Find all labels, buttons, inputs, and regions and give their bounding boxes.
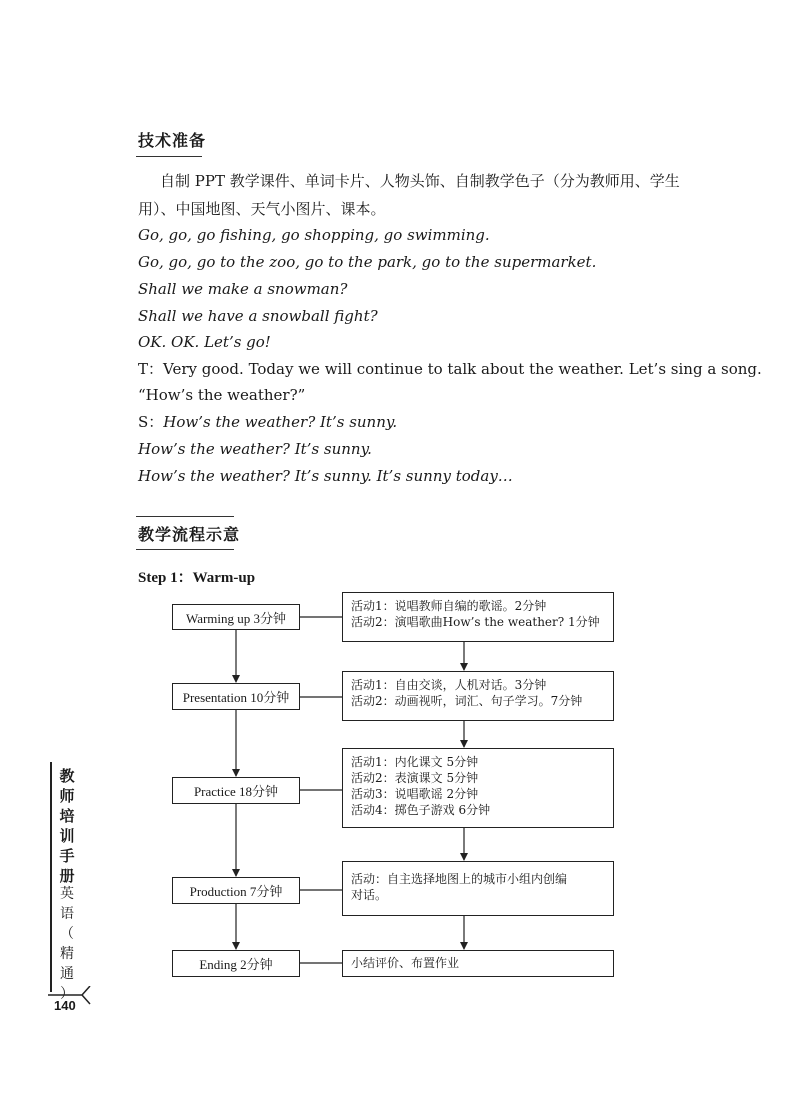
activity-item: 活动2：演唱歌曲How’s the weather? 1分钟 (351, 615, 600, 629)
activity-box-ending (342, 950, 614, 977)
student-prefix: S： (138, 413, 164, 431)
chant-line: Go, go, go fishing, go shopping, go swimming. (138, 226, 490, 244)
chant-line: Shall we make a snowman? (138, 280, 348, 298)
sidebar-char: 册 (59, 867, 75, 885)
chant-line: Go, go, go to the zoo, go to the park, go to the supermarket. (138, 253, 597, 271)
section-title-tech-prep: 技术准备 (138, 131, 207, 150)
activity-item: 活动4：掷色子游戏 6分钟 (351, 803, 491, 817)
step-label: Step 1：Warm-up (138, 570, 256, 586)
page-number: 140 (54, 998, 76, 1013)
stage-practice: Practice 18分钟 (172, 777, 300, 804)
activity-item: 活动1：内化课文 5分钟 (351, 755, 479, 769)
student-text: How’s the weather? It’s sunny. (163, 413, 398, 431)
stage-production: Production 7分钟 (172, 877, 300, 904)
stage-warming-up: Warming up 3分钟 (172, 604, 300, 630)
section-title-flow: 教学流程示意 (138, 525, 241, 544)
sidebar-char: 师 (59, 787, 75, 805)
sidebar-char: 语 (60, 906, 74, 922)
activity-item: 活动：自主选择地图上的城市小组内创编 (351, 872, 568, 886)
sidebar-char: 通 (60, 966, 74, 982)
activity-item: 活动2：表演课文 5分钟 (351, 771, 479, 785)
sidebar-char: （ (60, 926, 74, 942)
sidebar-rule (50, 762, 52, 992)
stage-ending: Ending 2分钟 (172, 950, 300, 977)
activity-item: 活动1：说唱教师自编的歌谣。2分钟 (351, 599, 547, 613)
chant-line: Shall we have a snowball fight? (138, 307, 378, 325)
activity-item: 活动1：自由交谈，人机对话。3分钟 (351, 678, 547, 692)
sidebar-book-title (54, 766, 80, 886)
teacher-prefix: T： (138, 360, 164, 378)
teacher-line-2: “How’s the weather?” (138, 386, 306, 404)
intro-line-1: 自制 PPT 教学课件、单词卡片、人物头饰、自制教学色子（分为教师用、学生 (160, 172, 680, 190)
sidebar-char: ） (60, 986, 74, 1002)
activity-item: 活动3：说唱歌谣 2分钟 (351, 787, 479, 801)
activity-item: 对话。 (351, 888, 388, 902)
sidebar-char: 教 (59, 767, 75, 785)
student-line: How’s the weather? It’s sunny. It’s sunny today… (138, 467, 513, 485)
stage-presentation: Presentation 10分钟 (172, 683, 300, 710)
intro-line-2: 用）、中国地图、天气小图片、课本。 (138, 200, 386, 218)
activity-item: 活动2：动画视听，词汇、句子学习。7分钟 (351, 694, 583, 708)
teacher-text: Very good. Today we will continue to talk about the weather. Let’s sing a song. (163, 360, 762, 378)
sidebar-char: 培 (59, 807, 75, 825)
sidebar-char: 训 (59, 827, 75, 845)
activity-box-warming-up (342, 592, 614, 642)
activity-box-practice (342, 748, 614, 828)
chant-line: OK. OK. Let’s go! (138, 333, 271, 351)
sidebar-char: 手 (59, 847, 75, 865)
sidebar-char: 英 (60, 886, 74, 902)
activity-item: 小结评价、布置作业 (351, 956, 460, 970)
activity-box-production (342, 861, 614, 916)
activity-box-presentation (342, 671, 614, 721)
sidebar-char: 精 (60, 946, 74, 962)
student-line: How’s the weather? It’s sunny. (138, 440, 372, 458)
